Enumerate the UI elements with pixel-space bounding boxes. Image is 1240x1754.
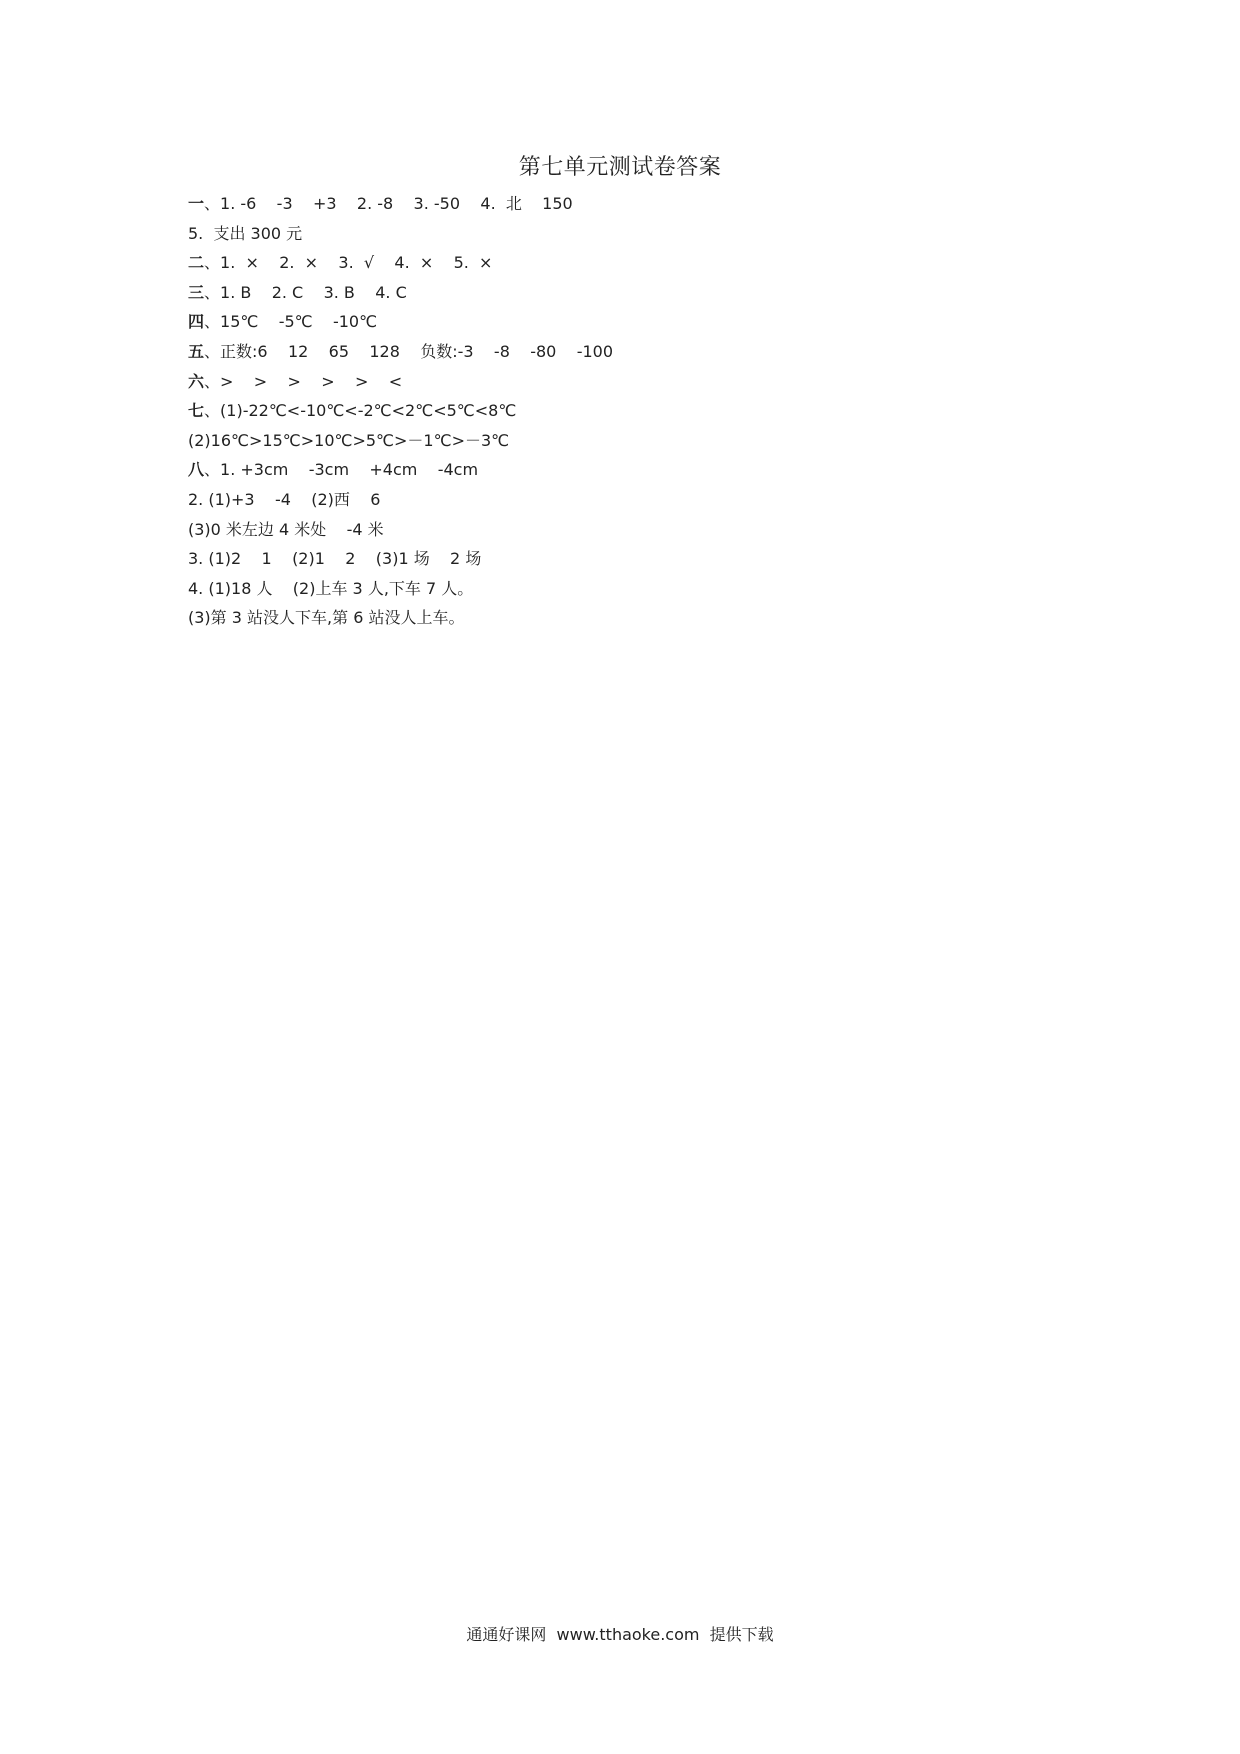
answer-line: [188, 219, 888, 249]
answer-line: [188, 544, 888, 574]
answer-line: [188, 574, 888, 604]
section-number: 一: [188, 194, 205, 213]
section-number: 四: [188, 312, 205, 332]
answer-line: 二、1. × 2. × 3. √ 4. × 5. ×: [188, 253, 493, 273]
answer-text: (2)16℃>15℃>10℃>5℃>－1℃>－3℃: [188, 430, 510, 450]
answer-text: 1. × 2. × 3. √ 4. × 5. ×: [220, 253, 493, 273]
section-number: 七: [188, 401, 205, 421]
answer-line: [188, 485, 888, 515]
answer-line: 三、1. B 2. C 3. B 4. C: [188, 282, 407, 302]
section-number: 八: [188, 460, 205, 480]
footer-note: 通通好课网 www.tthaoke.com 提供下载: [466, 1625, 774, 1644]
answer-line: [188, 426, 888, 456]
answer-line: 四、15℃ -5℃ -10℃: [188, 312, 378, 332]
answer-text: 4. (1)18 人 (2)上车 3 人,下车 7 人。: [188, 578, 474, 598]
answer-text: 1. B 2. C 3. B 4. C: [220, 282, 407, 302]
answer-list: [188, 189, 888, 633]
answer-line: 六、> > > > > <: [188, 371, 403, 391]
answer-text: 正数:6 12 65 128 负数:-3 -8 -80 -100: [220, 341, 614, 361]
answer-text: 3. (1)2 1 (2)1 2 (3)1 场 2 场: [188, 549, 482, 569]
answer-line: 五、正数:6 12 65 128 负数:-3 -8 -80 -100: [188, 341, 614, 361]
answer-line: [188, 515, 888, 545]
section-number: 三: [188, 282, 205, 302]
answer-text: (3)第 3 站没人下车,第 6 站没人上车。: [188, 608, 465, 628]
answer-text: (1)-22℃<-10℃<-2℃<2℃<5℃<8℃: [220, 401, 517, 421]
answer-text: > > > > > <: [220, 371, 403, 391]
answer-text: 1. +3cm -3cm +4cm -4cm: [220, 460, 479, 480]
answer-text: 15℃ -5℃ -10℃: [220, 312, 378, 332]
page-title: 第七单元测试卷答案: [518, 155, 722, 180]
answer-line: [188, 603, 888, 633]
section-number: 二: [188, 253, 205, 273]
answer-line: 一、1. -6 -3 +3 2. -8 3. -50 4. 北 150: [188, 194, 573, 213]
answer-line: 八、1. +3cm -3cm +4cm -4cm: [188, 460, 479, 480]
answer-text: 2. (1)+3 -4 (2)西 6: [188, 489, 381, 509]
answer-text: (3)0 米左边 4 米处 -4 米: [188, 519, 384, 539]
section-number: 五: [188, 341, 205, 361]
answer-text: 5. 支出 300 元: [188, 223, 303, 243]
answer-text: 1. -6 -3 +3 2. -8 3. -50 4. 北 150: [220, 194, 573, 213]
section-number: 六: [188, 371, 205, 391]
answer-line: 七、(1)-22℃<-10℃<-2℃<2℃<5℃<8℃: [188, 401, 517, 421]
